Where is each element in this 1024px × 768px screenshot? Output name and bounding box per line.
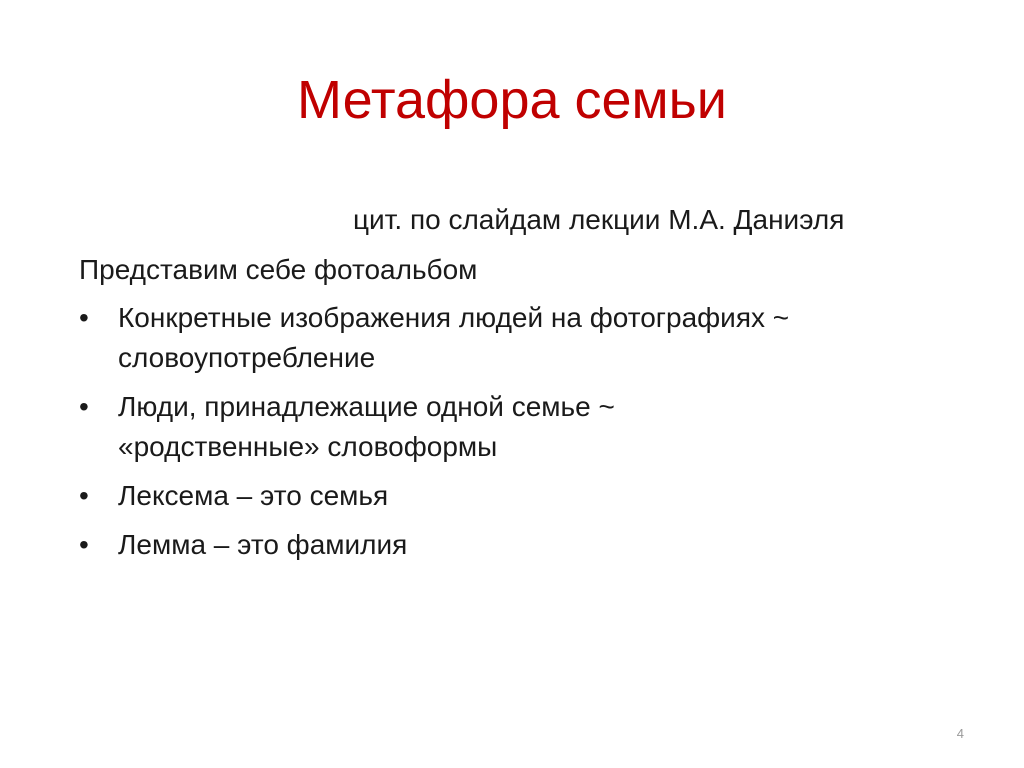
bullet-item xyxy=(79,298,959,378)
bullet-text-line: Лексема – это семья xyxy=(118,480,389,511)
bullet-item xyxy=(79,387,959,467)
bullet-text-line: Люди, принадлежащие одной семье ~ xyxy=(118,391,615,422)
bullet-text-line: Лемма – это фамилия xyxy=(118,529,408,560)
page-number: 4 xyxy=(956,726,964,741)
bullet-dot-icon: • xyxy=(79,529,89,560)
bullet-item xyxy=(79,476,959,516)
bullet-dot-icon: • xyxy=(79,480,89,511)
bullet-text-line: «родственные» словоформы xyxy=(118,431,498,462)
bullet-item xyxy=(79,525,959,565)
citation-attribution: цит. по слайдам лекции М.А. Даниэля xyxy=(353,204,845,235)
bullet-text-line: словоупотребление xyxy=(118,342,376,373)
bullet-dot-icon: • xyxy=(79,391,89,422)
bullet-text-line: Конкретные изображения людей на фотографиях ~ xyxy=(118,302,790,333)
bullet-dot-icon: • xyxy=(79,302,89,333)
bullet-list xyxy=(79,298,959,574)
slide-title: Метафора семьи xyxy=(297,70,727,130)
intro-text: Представим себе фотоальбом xyxy=(79,254,478,285)
